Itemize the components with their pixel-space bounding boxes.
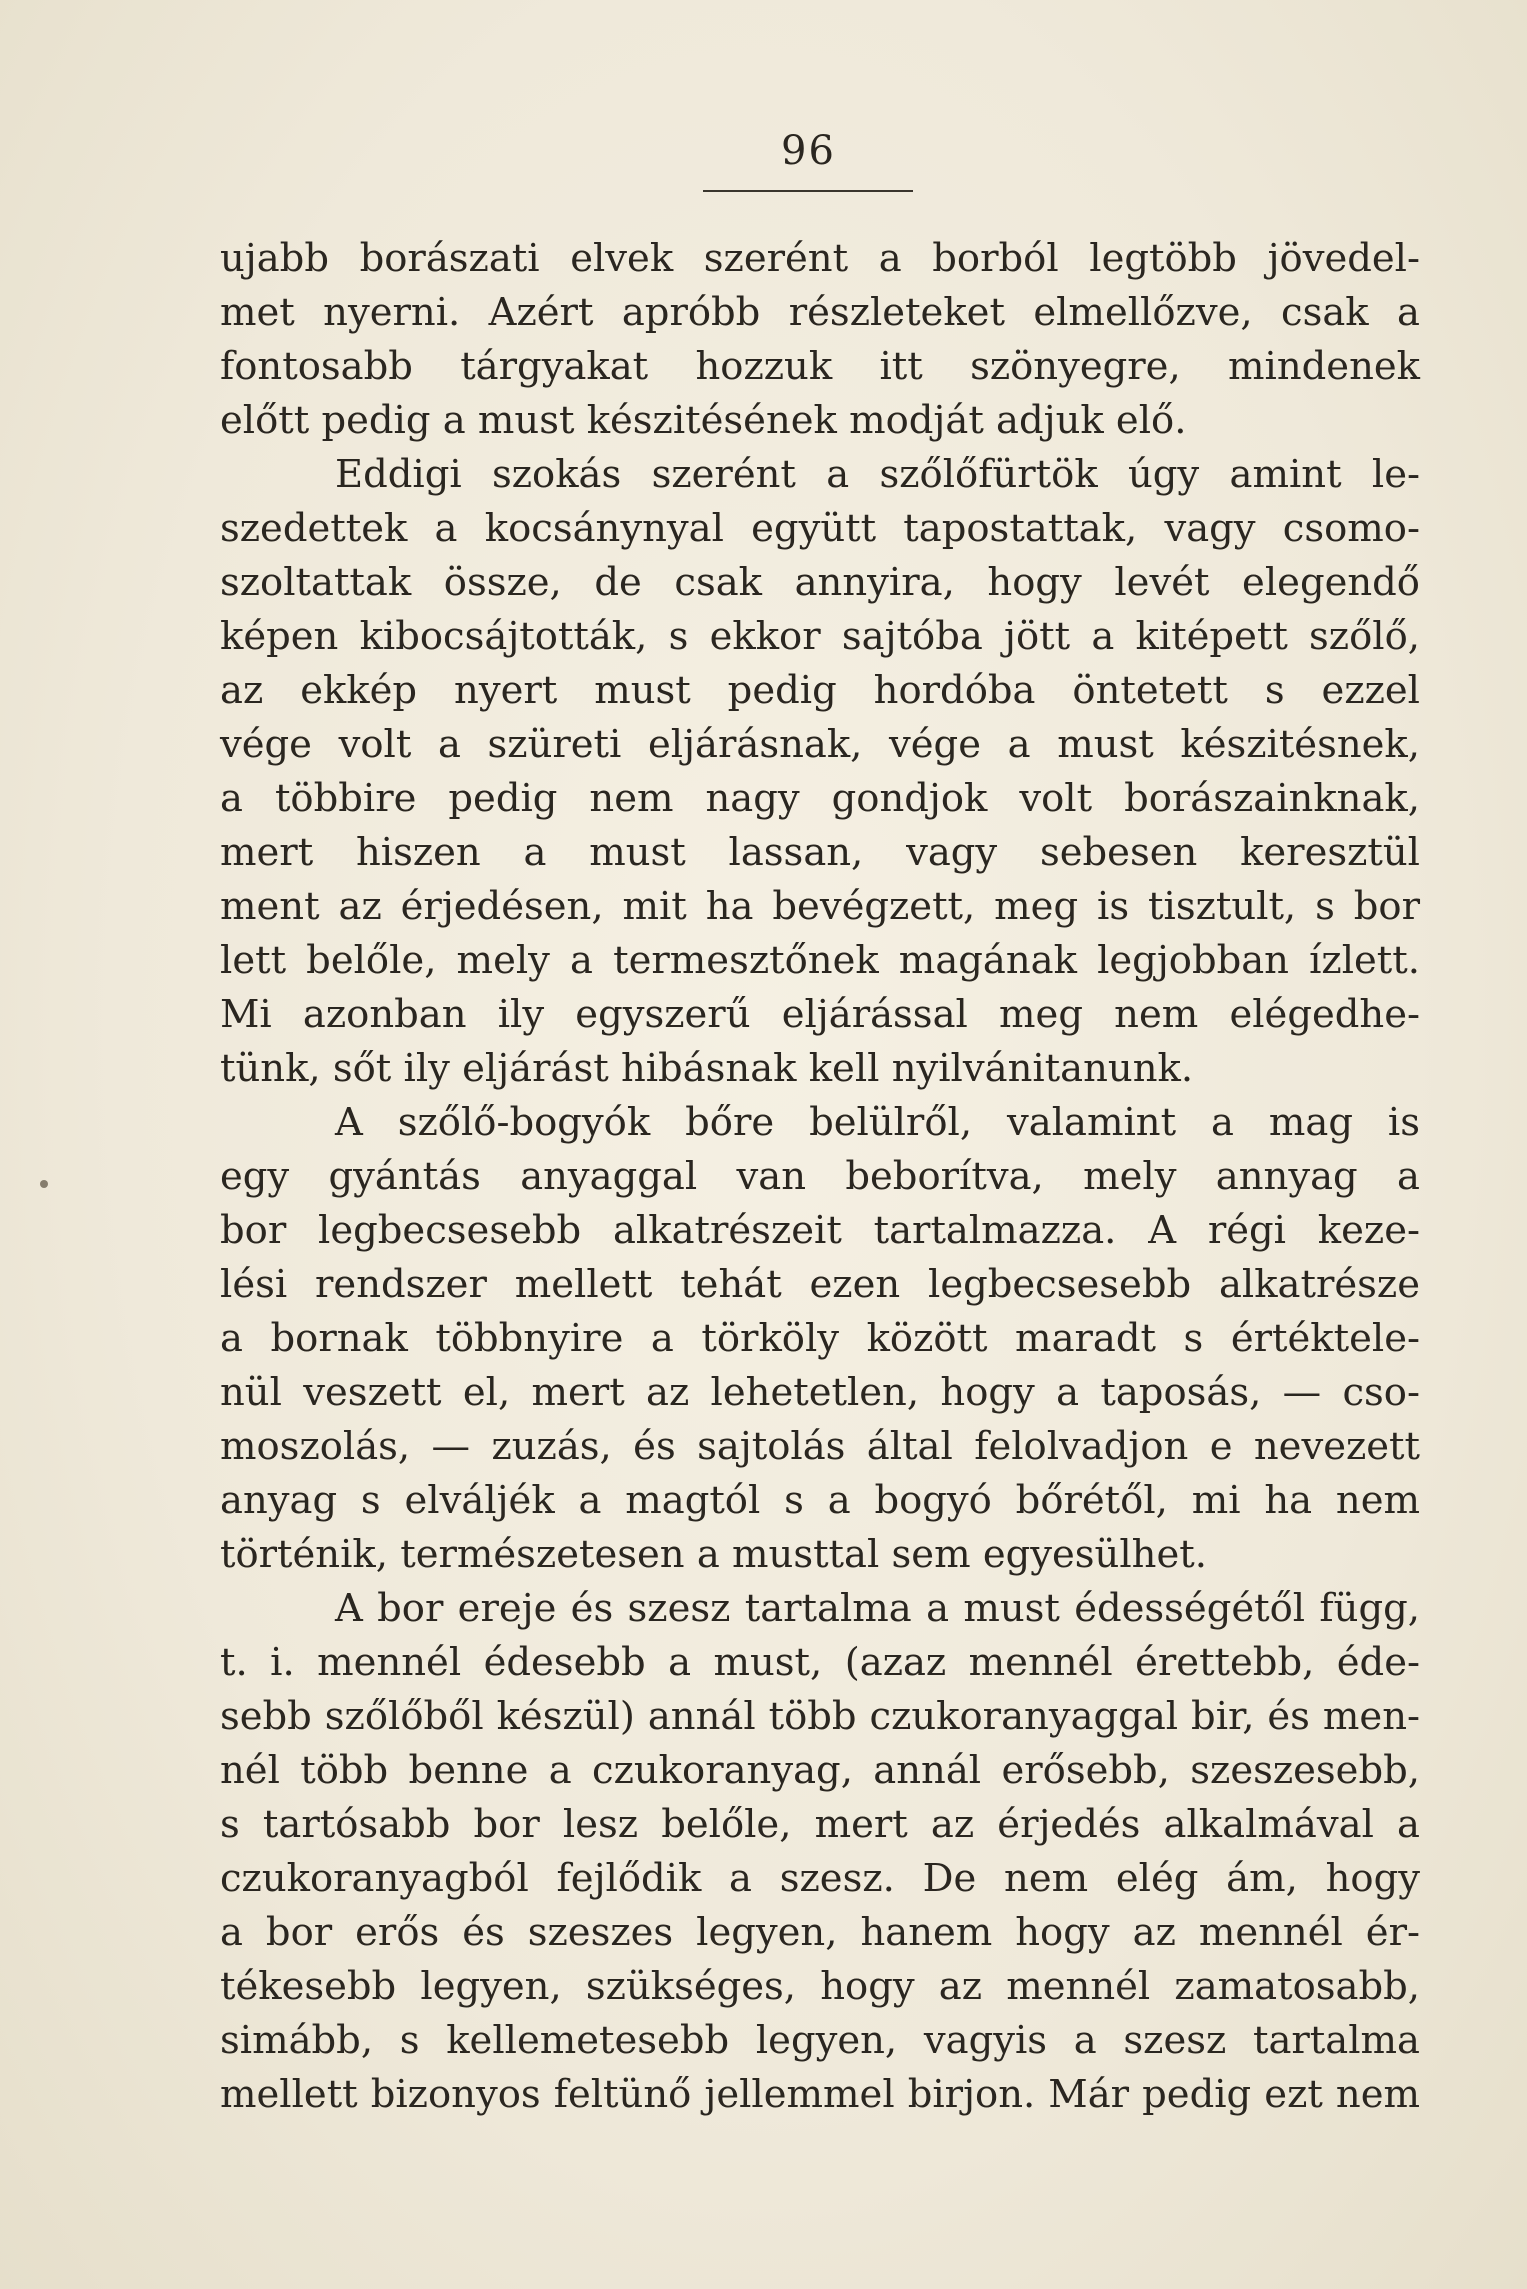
text-line: s tartósabb bor lesz belőle, mert az érjedés alkalmával a (220, 1802, 1420, 1847)
text-line: simább, s kellemetesebb legyen, vagyis a szesz tartalma (220, 2018, 1420, 2063)
text-line: t. i. mennél édesebb a must, (azaz mennél érettebb, éde- (220, 1640, 1420, 1685)
text-line: történik, természetesen a musttal sem egyesülhet. (220, 1532, 1207, 1577)
text-line: nül veszett el, mert az lehetetlen, hogy a taposás, — cso- (220, 1370, 1420, 1415)
text-line: vége volt a szüreti eljárásnak, vége a must készitésnek, (220, 722, 1420, 767)
text-line: czukoranyagból fejlődik a szesz. De nem elég ám, hogy (220, 1856, 1420, 1901)
body-text (220, 232, 1420, 2122)
text-line: mellett bizonyos feltünő jellemmel birjon. Már pedig ezt nem (220, 2072, 1420, 2117)
page-number: 96 (781, 128, 836, 174)
text-line: met nyerni. Azért apróbb részleteket elmellőzve, csak a (220, 290, 1420, 335)
text-line: szedettek a kocsánynyal együtt tapostattak, vagy csomo- (220, 506, 1420, 551)
text-line: ment az érjedésen, mit ha bevégzett, meg is tisztult, s bor (220, 884, 1420, 929)
text-line: tünk, sőt ily eljárást hibásnak kell nyilvánitanunk. (220, 1046, 1194, 1091)
text-line: bor legbecsesebb alkatrészeit tartalmazza. A régi keze- (220, 1208, 1420, 1253)
text-line: mert hiszen a must lassan, vagy sebesen keresztül (220, 830, 1420, 875)
text-line: a bornak többnyire a törköly között maradt s értéktele- (220, 1316, 1420, 1361)
text-line: tékesebb legyen, szükséges, hogy az mennél zamatosabb, (220, 1964, 1420, 2009)
text-line: ujabb borászati elvek szerént a borból legtöbb jövedel- (220, 236, 1420, 281)
text-line: az ekkép nyert must pedig hordóba öntetett s ezzel (220, 668, 1420, 713)
text-line: a bor erős és szeszes legyen, hanem hogy az mennél ér- (220, 1910, 1420, 1955)
text-line: egy gyántás anyaggal van beborítva, mely annyag a (220, 1154, 1420, 1199)
text-line: a többire pedig nem nagy gondjok volt borászainknak, (220, 776, 1420, 821)
text-line: sebb szőlőből készül) annál több czukoranyaggal bir, és men- (220, 1694, 1420, 1739)
text-line: nél több benne a czukoranyag, annál erősebb, szeszesebb, (220, 1748, 1420, 1793)
page-number-rule (703, 190, 913, 192)
text-line: A bor ereje és szesz tartalma a must édességétől függ, (335, 1586, 1420, 1631)
text-line: szoltattak össze, de csak annyira, hogy levét elegendő (220, 560, 1420, 605)
text-line: moszolás, — zuzás, és sajtolás által felolvadjon e nevezett (220, 1424, 1420, 1469)
text-line: Mi azonban ily egyszerű eljárással meg nem elégedhe- (220, 992, 1420, 1037)
text-line: A szőlő-bogyók bőre belülről, valamint a mag is (335, 1100, 1420, 1145)
paper-speck (40, 1180, 48, 1188)
text-line: lett belőle, mely a termesztőnek magának legjobban ízlett. (220, 938, 1420, 983)
text-line: előtt pedig a must készitésének modját adjuk elő. (220, 398, 1187, 443)
text-line: lési rendszer mellett tehát ezen legbecsesebb alkatrésze (220, 1262, 1420, 1307)
text-line: fontosabb tárgyakat hozzuk itt szönyegre, mindenek (220, 344, 1420, 389)
text-line: anyag s elváljék a magtól s a bogyó bőrétől, mi ha nem (220, 1478, 1420, 1523)
text-line: képen kibocsájtották, s ekkor sajtóba jött a kitépett szőlő, (220, 614, 1420, 659)
text-line: Eddigi szokás szerént a szőlőfürtök úgy amint le- (335, 452, 1420, 497)
